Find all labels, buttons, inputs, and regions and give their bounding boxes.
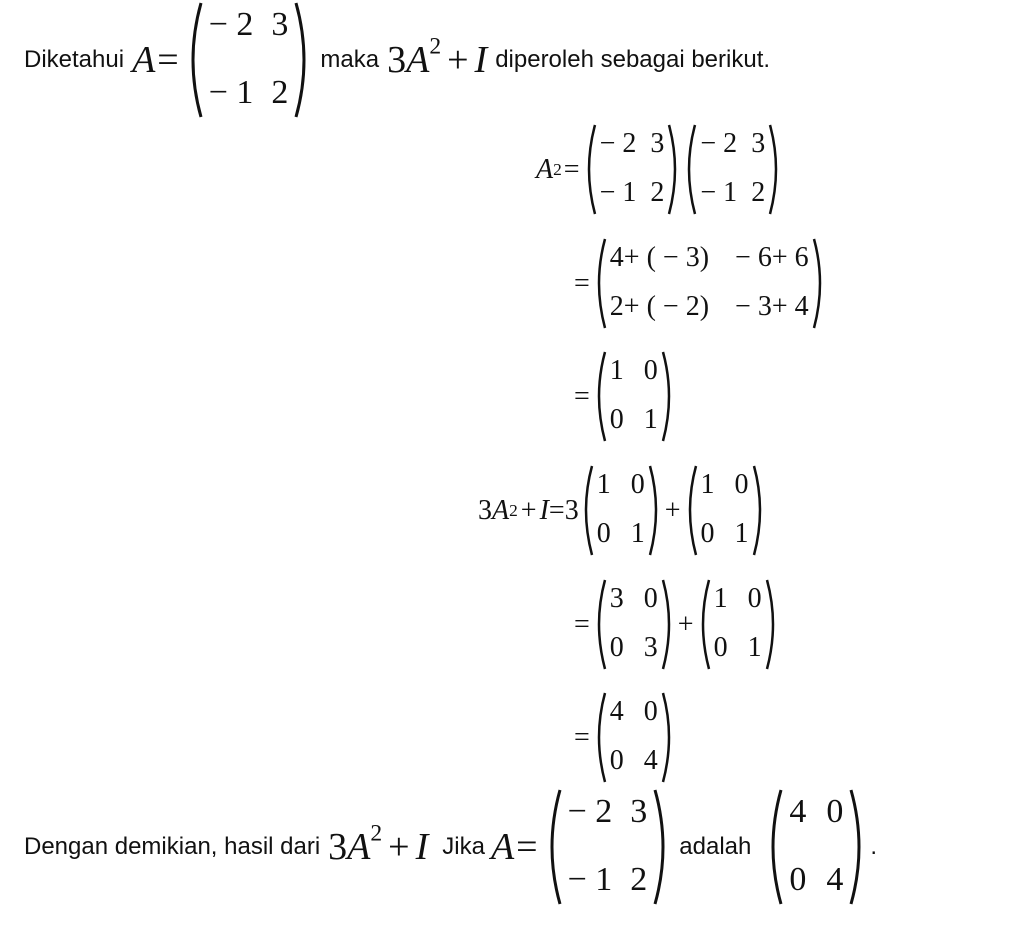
- right-paren: [666, 122, 682, 217]
- var-A: A: [132, 39, 156, 81]
- step-product-expanded: [574, 236, 827, 331]
- step-scaled-sum: [574, 577, 780, 672]
- matrix-final-result: [763, 787, 869, 907]
- matrix-cell: 1: [630, 518, 645, 549]
- conclusion-jika: Jika: [442, 833, 485, 860]
- matrix-cell: 3: [650, 128, 665, 159]
- matrix-cell: 0: [596, 518, 611, 549]
- matrix-cell: − 2: [700, 128, 738, 159]
- matrix-cell: 0: [609, 404, 624, 435]
- matrix-cell: 0: [609, 632, 624, 663]
- expr-3A2-plus-I: [387, 33, 488, 82]
- var-A: A: [490, 826, 515, 868]
- matrix-identity: [683, 463, 767, 558]
- left-paren: [592, 690, 608, 785]
- matrix-cell: 2: [650, 177, 665, 208]
- matrix-cell: 3: [271, 6, 289, 43]
- right-paren: [660, 577, 676, 672]
- matrix-identity: [592, 349, 676, 444]
- scalar-coef: 3: [564, 494, 579, 526]
- coef-three: 3: [478, 494, 492, 526]
- right-paren: [847, 787, 869, 907]
- plus-sign: +: [447, 39, 469, 81]
- right-paren: [660, 349, 676, 444]
- matrix-cell: 3: [643, 632, 658, 663]
- right-paren: [764, 577, 780, 672]
- matrix-cell: 3: [609, 583, 624, 614]
- left-paren: [592, 577, 608, 672]
- equals-sign: =: [563, 153, 580, 185]
- left-paren: [183, 0, 205, 120]
- plus-sign: +: [520, 494, 537, 526]
- var-A: A: [536, 153, 554, 185]
- left-paren: [763, 787, 785, 907]
- left-paren: [542, 787, 564, 907]
- matrix-cell: 0: [643, 355, 658, 386]
- var-A: A: [406, 39, 430, 81]
- left-paren: [582, 122, 598, 217]
- matrix-A: [183, 0, 315, 120]
- matrix-cell: 0: [789, 861, 807, 898]
- matrix-cell: 4: [789, 793, 807, 830]
- matrix-cell: − 3+ 4: [735, 291, 809, 322]
- matrix-cell: 1: [713, 583, 728, 614]
- step-a-squared: A 2 = − 2 3 − 1 2 − 2 3 − 1 2: [536, 122, 783, 217]
- matrix-A: [582, 122, 683, 217]
- step-result: [574, 690, 676, 785]
- matrix-cell: 4+ ( − 3): [609, 242, 710, 273]
- matrix-cell: 0: [630, 469, 645, 500]
- matrix-cell: 1: [643, 404, 658, 435]
- intro-maka: maka: [320, 46, 380, 73]
- equals-sign: =: [574, 721, 590, 753]
- matrix-cell: 2: [271, 74, 289, 111]
- plus-sign: +: [664, 494, 681, 526]
- step-identity: [574, 349, 676, 444]
- conclusion-prefix: Dengan demikian, hasil dari: [24, 833, 321, 860]
- left-paren: [592, 349, 608, 444]
- matrix-cell: 0: [700, 518, 715, 549]
- matrix-expanded: [592, 236, 827, 331]
- right-paren: [660, 690, 676, 785]
- matrix-cell: 1: [700, 469, 715, 500]
- plus-sign: +: [677, 608, 694, 640]
- matrix-cell: − 2: [567, 793, 613, 830]
- step-3a2-plus-i: 3 A 2 + I = 3 1 0 0 1 + 1 0 0 1: [478, 463, 767, 558]
- conclusion-period: .: [870, 833, 878, 860]
- matrix-A: [682, 122, 783, 217]
- intro-suffix: diperoleh sebagai berikut.: [495, 46, 771, 73]
- matrix-cell: − 1: [567, 861, 613, 898]
- matrix-cell: − 6+ 6: [735, 242, 809, 273]
- exponent: 2: [370, 820, 383, 847]
- var-I: I: [474, 39, 488, 81]
- matrix-identity: [696, 577, 780, 672]
- matrix-cell: 4: [643, 745, 658, 776]
- left-paren: [683, 463, 699, 558]
- matrix-cell: 3: [751, 128, 766, 159]
- exponent: 2: [429, 33, 442, 60]
- equals-sign: =: [574, 380, 590, 412]
- matrix-cell: 3: [630, 793, 648, 830]
- equals-sign: =: [574, 267, 590, 299]
- matrix-cell: − 1: [208, 74, 254, 111]
- right-paren: [651, 787, 673, 907]
- equals-sign: =: [548, 494, 565, 526]
- matrix-cell: − 2: [599, 128, 637, 159]
- var-I: I: [415, 826, 429, 868]
- right-paren: [647, 463, 663, 558]
- left-paren: [696, 577, 712, 672]
- equals-sign: =: [516, 826, 538, 868]
- matrix-3i: [592, 577, 676, 672]
- matrix-cell: 4: [609, 696, 624, 727]
- matrix-cell: 4: [826, 861, 844, 898]
- matrix-cell: − 1: [599, 177, 637, 208]
- conclusion-line: [24, 787, 877, 907]
- coef-three: 3: [328, 826, 348, 868]
- plus-sign: +: [388, 826, 410, 868]
- right-paren: [767, 122, 783, 217]
- equals-sign: =: [574, 608, 590, 640]
- matrix-cell: − 1: [700, 177, 738, 208]
- equals-sign: =: [157, 39, 179, 81]
- var-I: I: [539, 494, 549, 526]
- left-paren: [682, 122, 698, 217]
- matrix-cell: 0: [747, 583, 762, 614]
- matrix-cell: 2: [630, 861, 648, 898]
- matrix-cell: − 2: [208, 6, 254, 43]
- right-paren: [751, 463, 767, 558]
- matrix-cell: 0: [713, 632, 728, 663]
- matrix-cell: 0: [643, 696, 658, 727]
- left-paren: [592, 236, 608, 331]
- matrix-cell: 0: [826, 793, 844, 830]
- intro-prefix: Diketahui: [24, 46, 125, 73]
- matrix-cell: 0: [643, 583, 658, 614]
- right-paren: [292, 0, 314, 120]
- matrix-cell: 0: [734, 469, 749, 500]
- matrix-cell: 2+ ( − 2): [609, 291, 710, 322]
- matrix-cell: 1: [734, 518, 749, 549]
- coef-three: 3: [387, 39, 407, 81]
- matrix-cell: 1: [609, 355, 624, 386]
- matrix-cell: 1: [747, 632, 762, 663]
- var-A: A: [347, 826, 371, 868]
- matrix-cell: 0: [609, 745, 624, 776]
- matrix-cell: 1: [596, 469, 611, 500]
- expr-3A2-plus-I: [328, 820, 429, 869]
- intro-line: [24, 0, 770, 120]
- matrix-identity: [579, 463, 663, 558]
- matrix-result: [592, 690, 676, 785]
- conclusion-adalah: adalah: [679, 833, 752, 860]
- var-A: A: [492, 494, 510, 526]
- left-paren: [579, 463, 595, 558]
- matrix-A: [542, 787, 674, 907]
- matrix-cell: 2: [751, 177, 766, 208]
- right-paren: [811, 236, 827, 331]
